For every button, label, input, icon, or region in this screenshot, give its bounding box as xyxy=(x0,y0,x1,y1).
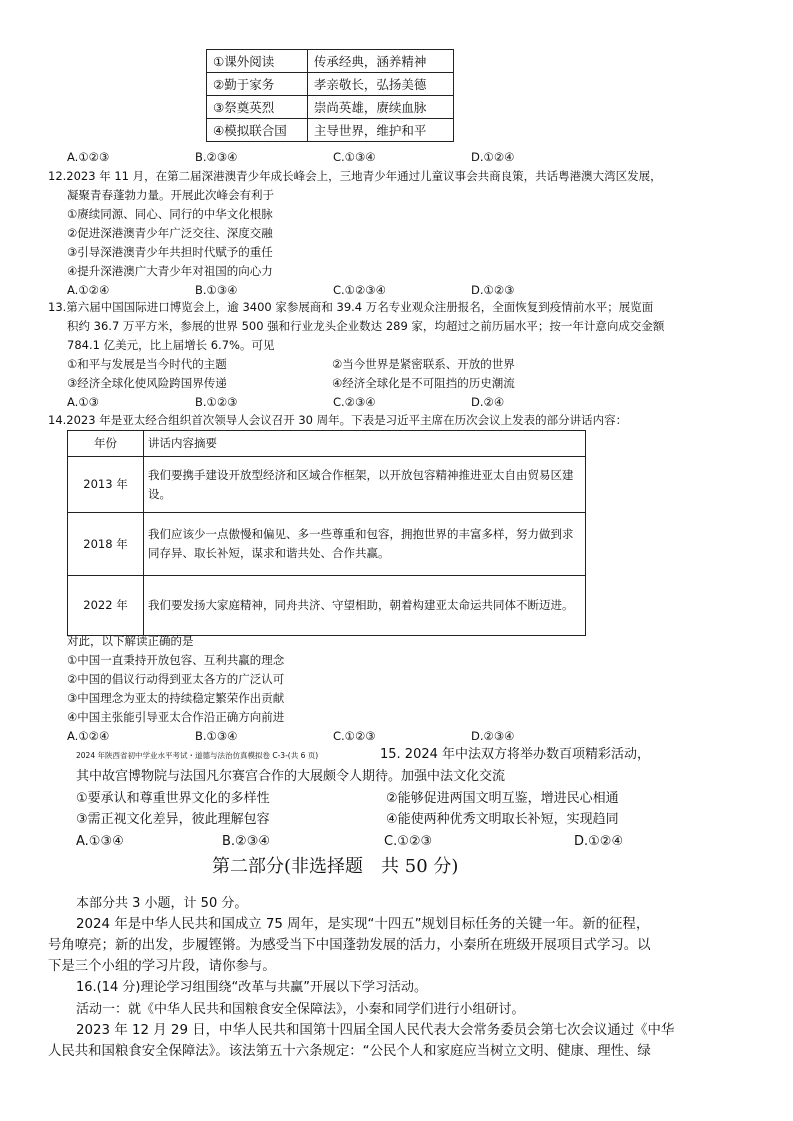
option[interactable]: B.②③④ xyxy=(222,834,271,849)
option[interactable]: D.①②④ xyxy=(471,150,515,164)
option[interactable]: D.①②③ xyxy=(471,283,515,297)
table-row xyxy=(207,119,454,142)
q11-desc: 崇尚英雄，赓续血脉 xyxy=(307,96,453,119)
table-header xyxy=(68,431,586,457)
q12-stem-line1: 12.2023 年 11 月，在第二届深港澳青少年成长峰会上，三地青少年通过儿童议事会共商良策，共话粤港澳大湾区发展， xyxy=(48,169,662,183)
q15-item: ③需正视文化差异，彼此理解包容 xyxy=(76,812,270,827)
table-row xyxy=(68,576,586,636)
q16-stem: 16.(14 分)理论学习组围绕“改革与共赢”开展以下学习活动。 xyxy=(76,980,427,995)
q12-item: ③引导深港澳青少年共担时代赋予的重任 xyxy=(67,245,273,259)
option[interactable]: D.①②④ xyxy=(574,834,624,849)
option[interactable]: D.②④ xyxy=(471,395,505,409)
option[interactable]: A.①②④ xyxy=(67,283,110,297)
q11-desc: 孝亲敬长，弘扬美德 xyxy=(307,73,453,96)
q14-item: ②中国的倡议行动得到亚太各方的广泛认可 xyxy=(67,672,285,686)
q15-options xyxy=(76,831,623,852)
section-heading: 第二部分(非选择题 共 50 分) xyxy=(212,856,459,877)
option[interactable]: A.①②④ xyxy=(67,729,110,743)
q15-item: ④能使两种优秀文明取长补短，实现趋同 xyxy=(386,812,619,827)
q12-item: ②促进深港澳青少年广泛交往、深度交融 xyxy=(67,226,273,240)
q15-item: ②能够促进两国文明互鉴，增进民心相通 xyxy=(386,791,619,806)
q13-item: ①和平与发展是当今时代的主题 xyxy=(67,357,227,371)
paragraph-line: 号角嘹亮；新的出发，步履铿锵。为感受当下中国蓬勃发展的活力，小秦所在班级开展项目式学习。以 xyxy=(48,938,651,953)
option[interactable]: C.①②③ xyxy=(333,729,376,743)
q15-item: ①要承认和尊重世界文化的多样性 xyxy=(76,791,270,806)
q13-stem-line2: 积约 36.7 万平方米，参展的世界 500 强和行业龙头企业数达 289 家，均超过之前历届水平；按一年计意向成交金额 xyxy=(67,319,665,333)
q13-item: ③经济全球化使风险跨国界传递 xyxy=(67,376,227,390)
q12-item: ①赓续同源、同心、同行的中华文化根脉 xyxy=(67,207,273,221)
q14-item: ①中国一直秉持开放包容、互利共赢的理念 xyxy=(67,653,285,667)
q11-options xyxy=(67,148,514,167)
q13-stem-line1: 13.第六届中国国际进口博览会上，逾 3400 家参展商和 39.4 万名专业观众注册报名，全面恢复到疫情前水平；展览面 xyxy=(48,300,654,314)
table-row xyxy=(68,457,586,513)
q11-item: ③祭奠英烈 xyxy=(207,96,308,119)
q14-table xyxy=(67,430,586,636)
q11-item: ④模拟联合国 xyxy=(207,119,308,142)
q11-item: ①课外阅读 xyxy=(207,50,308,73)
q15-stem-line2: 其中故宫博物院与法国凡尔赛宫合作的大展颇令人期待。加强中法文化交流 xyxy=(76,769,506,784)
row-year: 2018 年 xyxy=(68,513,144,576)
page-footer: 2024 年陕西省初中学业水平考试・道德与法治仿真模拟卷 C-3-(共 6 页) xyxy=(76,751,319,760)
q12-stem-line2: 凝聚青春蓬勃力量。开展此次峰会有利于 xyxy=(67,188,274,202)
q13-options xyxy=(67,393,504,412)
q11-desc: 主导世界，维护和平 xyxy=(307,119,453,142)
table-row xyxy=(68,513,586,576)
option[interactable]: A.①③ xyxy=(67,395,99,409)
option[interactable]: C.①②③ xyxy=(384,834,433,849)
row-year: 2022 年 xyxy=(68,576,144,636)
row-year: 2013 年 xyxy=(68,457,144,513)
q14-item: ④中国主张能引导亚太合作沿正确方向前进 xyxy=(67,710,285,724)
option[interactable]: D.②③④ xyxy=(471,729,515,743)
paragraph-line: 2024 年是中华人民共和国成立 75 周年，是实现“十四五”规划目标任务的关键一年。新的征程， xyxy=(76,917,650,932)
part2-intro: 本部分共 3 小题，计 50 分。 xyxy=(76,896,248,911)
activity-one: 活动一：就《中华人民共和国粮食安全保障法》，小秦和同学们进行小组研讨。 xyxy=(76,1002,525,1017)
q11-item: ②勤于家务 xyxy=(207,73,308,96)
paragraph-line: 人民共和国粮食安全保障法》。该法第五十六条规定：“公民个人和家庭应当树立文明、健康、理性、绿 xyxy=(48,1044,651,1059)
column-header-year: 年份 xyxy=(68,431,144,457)
q11-table xyxy=(206,49,454,142)
option[interactable]: C.①③④ xyxy=(333,150,376,164)
q11-desc: 传承经典，涵养精神 xyxy=(307,50,453,73)
q14-prompt: 对此，以下解读正确的是 xyxy=(67,634,194,648)
q13-item: ②当今世界是紧密联系、开放的世界 xyxy=(332,357,515,371)
q14-item: ③中国理念为亚太的持续稳定繁荣作出贡献 xyxy=(67,691,285,705)
option[interactable]: B.①③④ xyxy=(195,729,238,743)
table-row xyxy=(207,73,454,96)
option[interactable]: B.①③④ xyxy=(195,283,238,297)
row-content: 我们要携手建设开放型经济和区域合作框架，以开放包容精神推进亚太自由贸易区建设。 xyxy=(144,457,586,513)
option[interactable]: C.②③④ xyxy=(333,395,376,409)
option[interactable]: B.①②③ xyxy=(195,395,238,409)
q14-stem: 14.2023 年是亚太经合组织首次领导人会议召开 30 周年。下表是习近平主席在历次会议上发表的部分讲话内容： xyxy=(48,413,628,427)
option[interactable]: A.①③④ xyxy=(76,834,124,849)
option[interactable]: A.①②③ xyxy=(67,150,110,164)
option[interactable]: B.②③④ xyxy=(195,150,238,164)
q15-stem-line1: 15. 2024 年中法双方将举办数百项精彩活动， xyxy=(380,747,651,762)
table-row xyxy=(207,50,454,73)
q13-stem-line3: 784.1 亿美元，比上届增长 6.7%。可见 xyxy=(67,338,275,352)
row-content: 我们要发扬大家庭精神，同舟共济、守望相助，朝着构建亚太命运共同体不断迈进。 xyxy=(144,576,586,636)
table-row xyxy=(207,96,454,119)
paragraph-line: 下是三个小组的学习片段，请你参与。 xyxy=(48,959,276,974)
q13-item: ④经济全球化是不可阻挡的历史潮流 xyxy=(332,376,515,390)
row-content: 我们应该少一点傲慢和偏见、多一些尊重和包容，拥抱世界的丰富多样，努力做到求同存异、取长补短，谋求和谐共处、合作共赢。 xyxy=(144,513,586,576)
q12-item: ④提升深港澳广大青少年对祖国的向心力 xyxy=(67,264,273,278)
option[interactable]: C.①②③④ xyxy=(333,283,386,297)
paragraph-line: 2023 年 12 月 29 日，中华人民共和国第十四届全国人民代表大会常务委员会第七次会议通过《中华 xyxy=(76,1023,675,1038)
column-header-content: 讲话内容摘要 xyxy=(144,431,586,457)
